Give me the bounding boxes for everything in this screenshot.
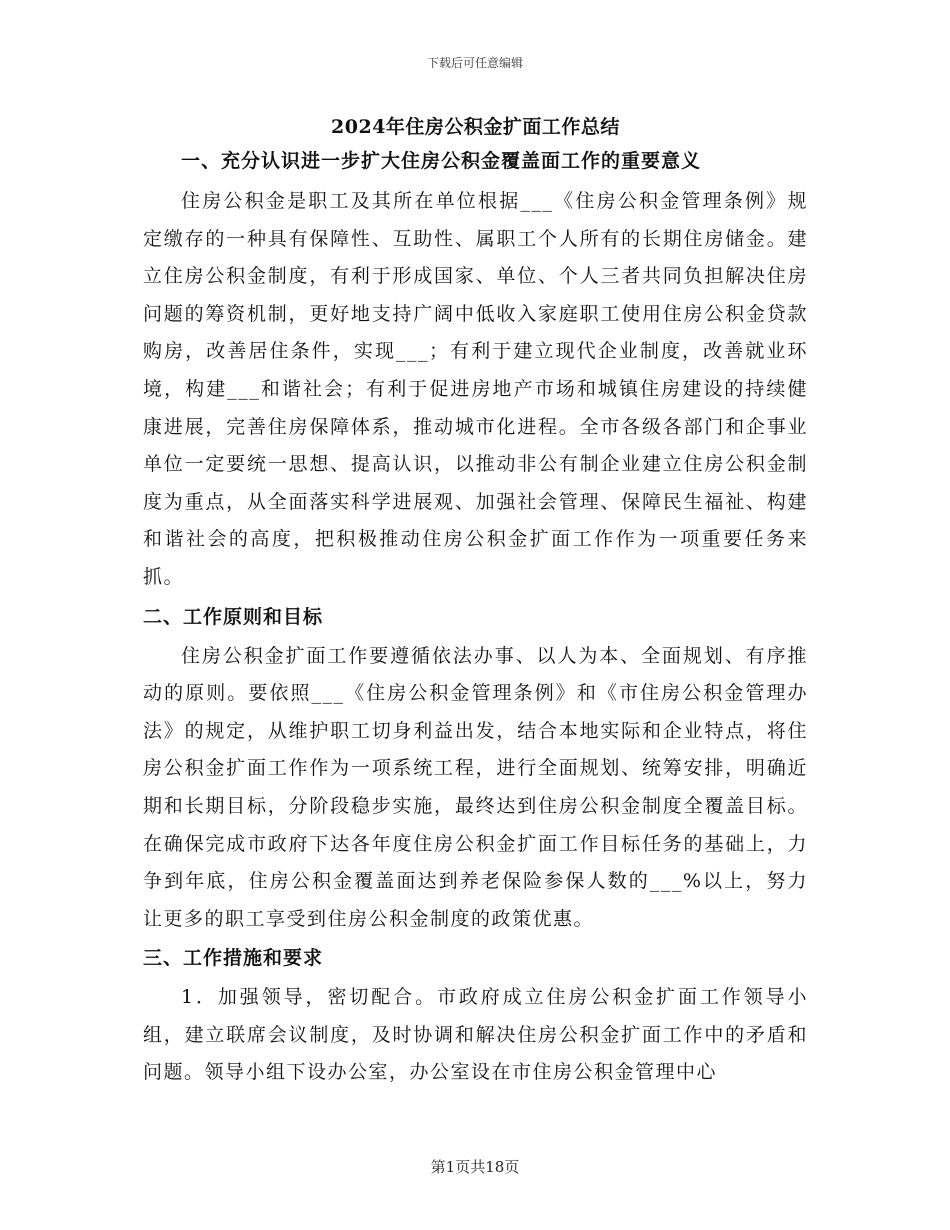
document-title: 2024年住房公积金扩面工作总结 [331, 116, 620, 138]
document-body [143, 115, 808, 1092]
section-3-heading: 三、工作措施和要求 [143, 947, 324, 970]
section-2-paragraph: 住房公积金扩面工作要遵循依法办事、以人为本、全面规划、有序推动的原则。要依照___《住房公积金管理条例》和《市住房公积金管理办法》的规定，从维护职工切身利益出发，结合本地实际和企业特点，将住房公积金扩面工作作为一项系统工程，进行全面规划、统筹安排，明确近期和长期目标，分阶段稳步实施，最终达到住房公积金制度全覆盖目标。在确保完成市政府下达各年度住房公积金扩面工作目标任务的基础上，力争到年底，住房公积金覆盖面达到养老保险参保人数的___%以上，努力让更多的职工享受到住房公积金制度的政策优惠。 [143, 644, 808, 930]
header-note: 下载后可任意编辑 [426, 56, 523, 70]
section-1-paragraph: 住房公积金是职工及其所在单位根据___《住房公积金管理条例》规定缴存的一种具有保障性、互助性、属职工个人所有的长期住房储金。建立住房公积金制度，有利于形成国家、单位、个人三者共同负担解决住房问题的筹资机制，更好地支持广阔中低收入家庭职工使用住房公积金贷款购房，改善居住条件，实现___；有利于建立现代企业制度，改善就业环境，构建___和谐社会；有利于促进房地产市场和城镇住房建设的持续健康进展，完善住房保障体系，推动城市化进程。全市各级各部门和企事业单位一定要统一思想、提高认识，以推动非公有制企业建立住房公积金制度为重点，从全面落实科学进展观、加强社会管理、保障民生福祉、构建和谐社会的高度，把积极推动住房公积金扩面工作作为一项重要任务来抓。 [143, 190, 808, 588]
section-3-paragraph: 1．加强领导，密切配合。市政府成立住房公积金扩面工作领导小组，建立联席会议制度，及时协调和解决住房公积金扩面工作中的矛盾和问题。领导小组下设办公室，办公室设在市住房公积金管理中心 [143, 986, 808, 1084]
page-number: 第1页共18页 [430, 1158, 520, 1176]
section-1-heading: 一、充分认识进一步扩大住房公积金覆盖面工作的重要意义 [181, 150, 702, 172]
section-2-heading: 二、工作原则和目标 [143, 605, 324, 628]
